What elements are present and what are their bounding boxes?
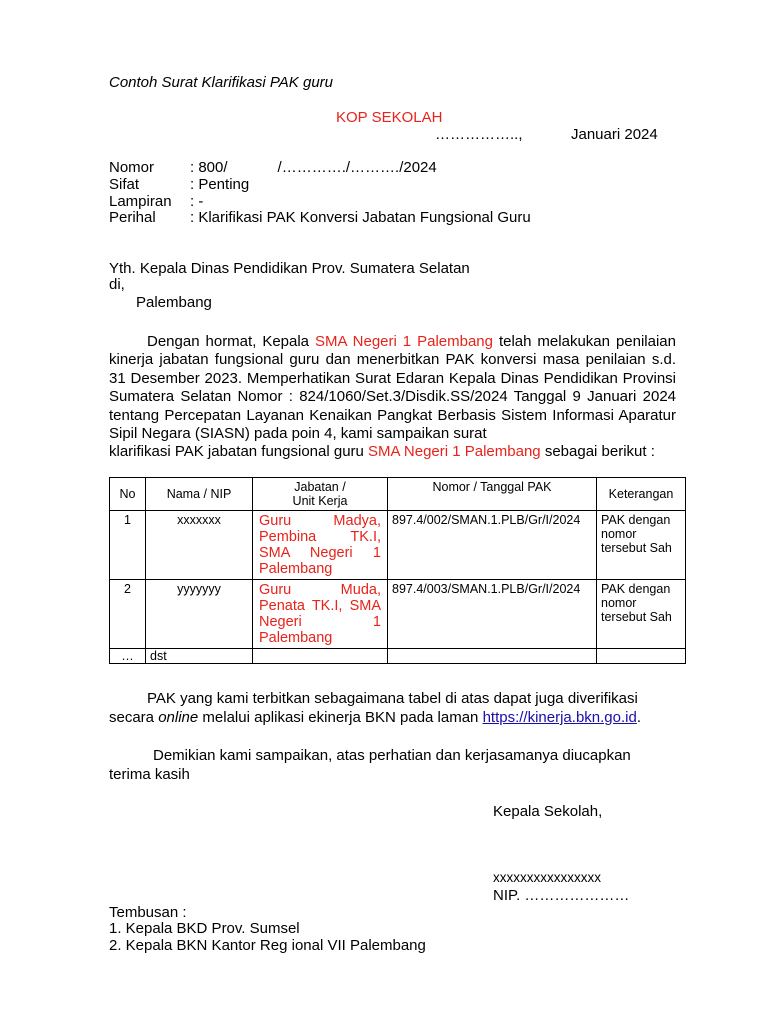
col-header-no: No bbox=[110, 478, 146, 511]
signatory-nip: NIP. ………………… bbox=[493, 887, 630, 904]
cell-keterangan bbox=[597, 649, 686, 664]
tembusan-label: Tembusan : bbox=[109, 904, 187, 921]
para2-text-c: . bbox=[636, 709, 641, 726]
school-name: SMA Negeri 1 Palembang bbox=[315, 333, 493, 350]
cell-no: 2 bbox=[110, 580, 146, 649]
lampiran-label: Lampiran bbox=[109, 193, 172, 210]
para2-text-a: secara bbox=[109, 709, 159, 726]
letterhead-placeholder: KOP SEKOLAH bbox=[336, 109, 443, 126]
signature-title: Kepala Sekolah, bbox=[493, 803, 603, 820]
para2-line1: PAK yang kami terbitkan sebagaimana tabel di atas dapat juga diverifikasi bbox=[147, 690, 638, 707]
signatory-name: xxxxxxxxxxxxxxxx bbox=[493, 870, 601, 885]
cell-jabatan bbox=[253, 649, 388, 664]
col-header-jabatan-line2: Unit Kerja bbox=[292, 494, 348, 508]
cell-nomor: 897.4/003/SMAN.1.PLB/Gr/I/2024 bbox=[388, 580, 597, 649]
para3-line1: Demikian kami sampaikan, atas perhatian dan kerjasamanya diucapkan bbox=[153, 747, 631, 764]
cell-keterangan: PAK dengan nomor tersebut Sah bbox=[597, 511, 686, 580]
para1-text-d: sebagai berikut : bbox=[540, 443, 655, 461]
col-header-keterangan: Keterangan bbox=[597, 478, 686, 511]
para1-text-c: klarifikasi PAK jabatan fungsional guru bbox=[109, 443, 369, 461]
cell-nama: xxxxxxx bbox=[146, 511, 253, 580]
col-header-nomor: Nomor / Tanggal PAK bbox=[388, 478, 597, 511]
perihal-label: Perihal bbox=[109, 209, 156, 226]
cell-no: 1 bbox=[110, 511, 146, 580]
cell-nomor bbox=[388, 649, 597, 664]
letter-date: Januari 2024 bbox=[571, 126, 658, 143]
place-placeholder: …………….., bbox=[435, 126, 523, 143]
tembusan-item: 2. Kepala BKN Kantor Reg ional VII Palembang bbox=[109, 937, 426, 954]
cell-nama: yyyyyyy bbox=[146, 580, 253, 649]
ekinerja-link[interactable]: https://kinerja.bkn.go.id bbox=[482, 709, 637, 726]
col-header-jabatan-line1: Jabatan / bbox=[294, 480, 346, 494]
cell-keterangan: PAK dengan nomor tersebut Sah bbox=[597, 580, 686, 649]
cell-jabatan: Guru Muda, Penata TK.I, SMA Negeri 1 Palembang bbox=[253, 580, 388, 649]
para3-line2: terima kasih bbox=[109, 766, 190, 783]
para2-text-b: melalui aplikasi ekinerja BKN pada laman bbox=[198, 709, 483, 726]
cell-no: … bbox=[110, 649, 146, 664]
nomor-label: Nomor bbox=[109, 159, 155, 176]
sifat-value: : Penting bbox=[190, 176, 250, 193]
example-heading: Contoh Surat Klarifikasi PAK guru bbox=[109, 74, 333, 91]
para1-text-b: telah melakukan penilaian kinerja jabatan fungsional guru dan menerbitkan PAK konversi masa penilaian s.d. 31 Desember 2023. Memperhatikan Surat Edaran Kepala Dinas Pendidikan Provinsi Sumatera Selatan Nomor : 824/1060/Set.3/Disdik.SS/2024 Tanggal 9 Januari 2024 tentang Percepatan Layanan Kenaikan Pangkat Berbasis Sistem Informasi Aparatur Sipil Negara (SIASN) pada poin 4, kami sampaikan surat bbox=[109, 333, 676, 443]
table-row bbox=[110, 649, 686, 664]
tembusan-item: 1. Kepala BKD Prov. Sumsel bbox=[109, 920, 300, 937]
cell-jabatan: Guru Madya, Pembina TK.I, SMA Negeri 1 Palembang bbox=[253, 511, 388, 580]
table-row bbox=[110, 580, 686, 649]
perihal-value: : Klarifikasi PAK Konversi Jabatan Fungsional Guru bbox=[190, 209, 531, 226]
addressee-line2: di, bbox=[109, 276, 125, 293]
cell-nama: dst bbox=[146, 649, 253, 664]
col-header-nama: Nama / NIP bbox=[146, 478, 253, 511]
addressee-line1: Yth. Kepala Dinas Pendidikan Prov. Sumatera Selatan bbox=[109, 260, 470, 277]
table-header-row bbox=[110, 478, 686, 511]
opening-paragraph bbox=[109, 333, 676, 462]
para1-text-a: Dengan hormat, Kepala bbox=[147, 333, 315, 350]
sifat-label: Sifat bbox=[109, 176, 140, 193]
nomor-value: : 800/ /…………./………./2024 bbox=[190, 159, 437, 176]
lampiran-value: : - bbox=[190, 193, 204, 210]
pak-table bbox=[109, 477, 686, 664]
col-header-jabatan bbox=[253, 478, 388, 511]
para2-line2 bbox=[109, 709, 641, 726]
table-row bbox=[110, 511, 686, 580]
school-name-2: SMA Negeri 1 Palembang bbox=[368, 443, 541, 461]
para2-online: online bbox=[158, 709, 199, 726]
cell-nomor: 897.4/002/SMAN.1.PLB/Gr/I/2024 bbox=[388, 511, 597, 580]
addressee-city: Palembang bbox=[136, 294, 212, 311]
